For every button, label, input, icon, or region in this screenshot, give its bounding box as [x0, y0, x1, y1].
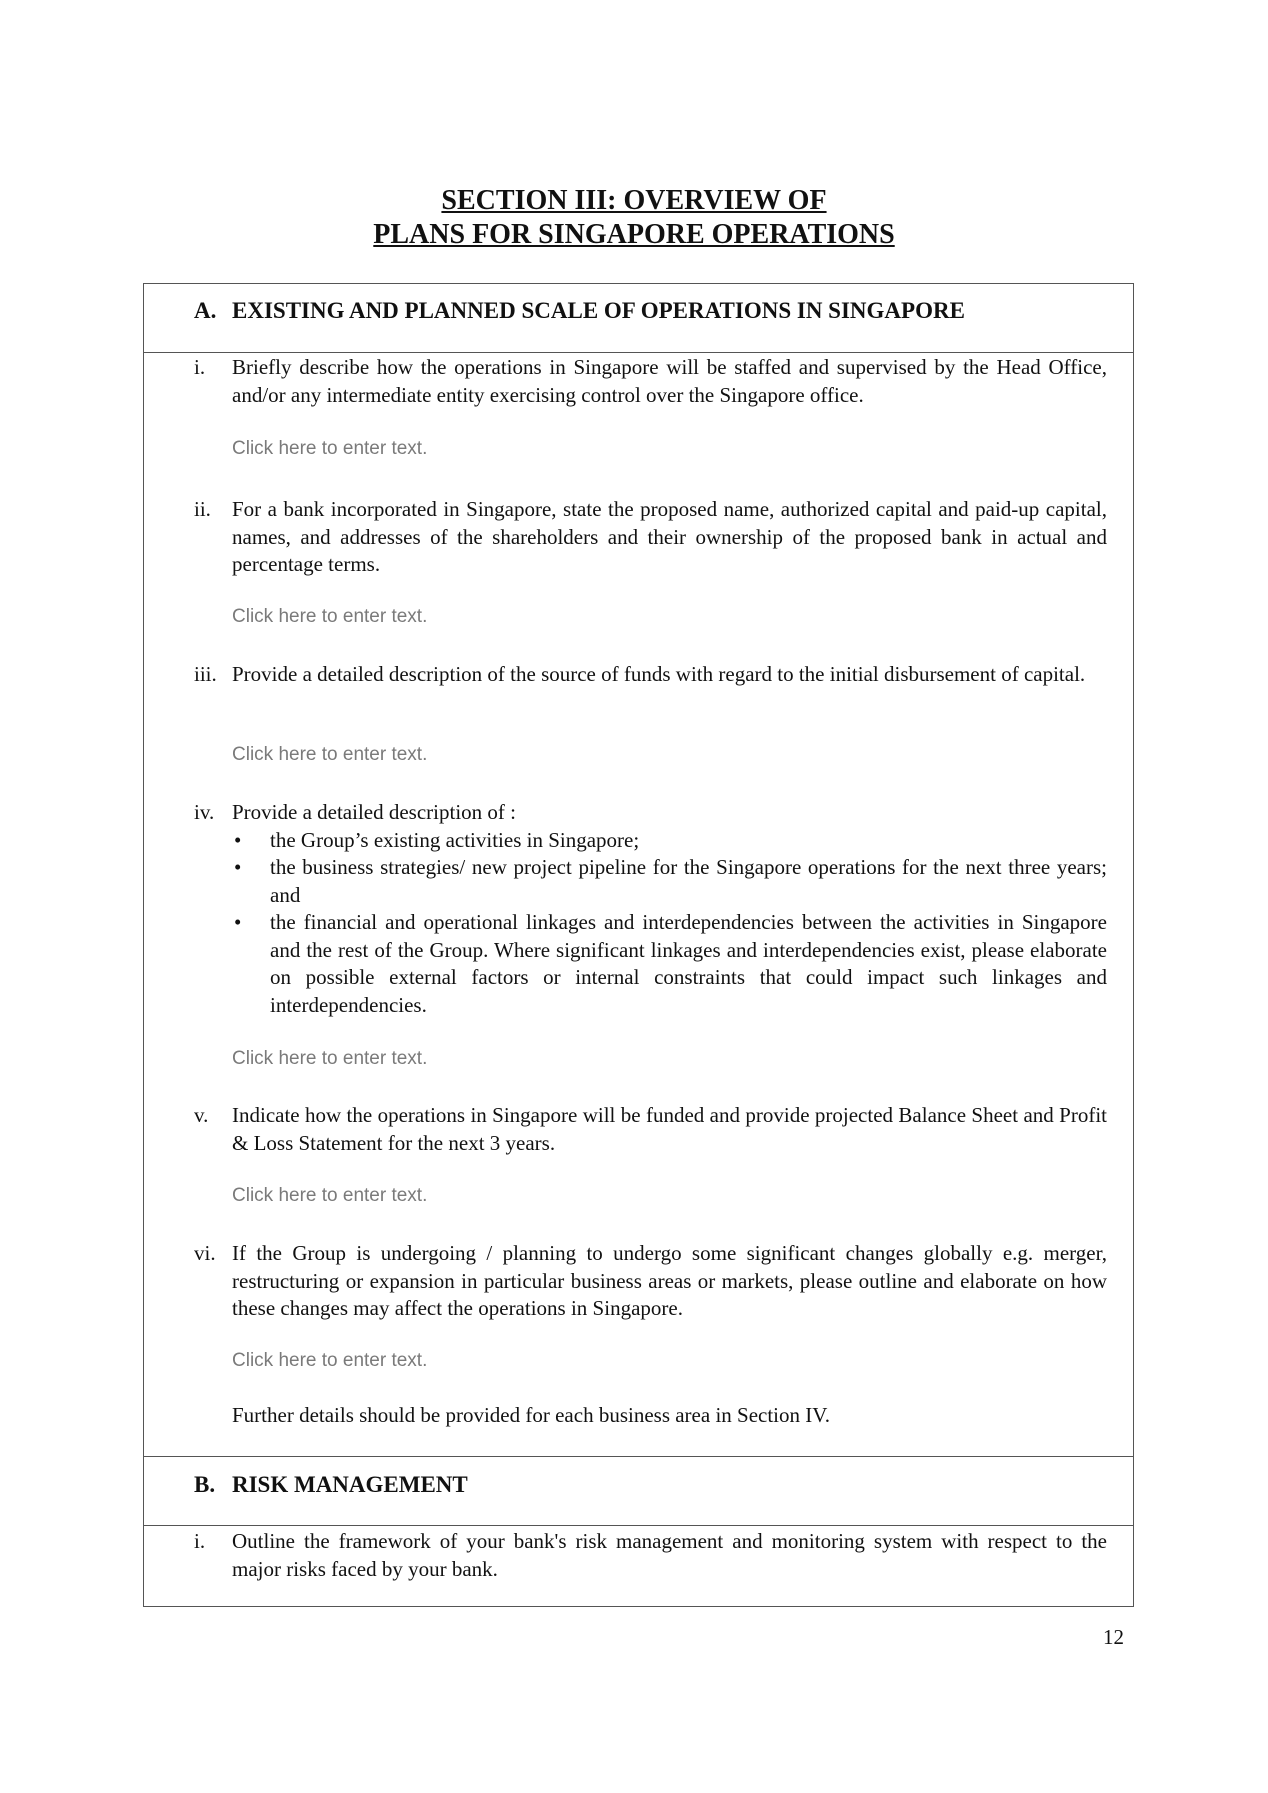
text-entry-a-vi[interactable]: Click here to enter text.	[232, 1350, 428, 1371]
item-number: v.	[194, 1103, 209, 1127]
item-number: i.	[194, 355, 206, 379]
item-a-iii	[194, 661, 1107, 689]
section-b-top-divider	[144, 1456, 1133, 1457]
item-text: Outline the framework of your bank's risk management and monitoring system with respect to the major risks faced by your bank.	[232, 1529, 1107, 1581]
bullet-text: the business strategies/ new project pipeline for the Singapore operations for the next three years; and	[270, 855, 1107, 907]
item-number: i.	[194, 1529, 206, 1553]
item-a-vi	[194, 1240, 1107, 1323]
item-b-i	[194, 1528, 1107, 1583]
bullet-item	[232, 909, 1107, 1019]
section-a-heading: EXISTING AND PLANNED SCALE OF OPERATIONS IN SINGAPORE	[232, 298, 965, 323]
text-entry-a-i[interactable]: Click here to enter text.	[232, 438, 428, 459]
item-a-iv-bullet-list	[232, 827, 1107, 1020]
bullet-icon: •	[234, 910, 242, 934]
item-number: iv.	[194, 800, 215, 824]
text-entry-a-v[interactable]: Click here to enter text.	[232, 1185, 428, 1206]
item-a-i	[194, 354, 1107, 409]
item-a-iv	[194, 799, 1107, 1019]
form-table	[143, 283, 1134, 1607]
section-title-line-2: PLANS FOR SINGAPORE OPERATIONS	[373, 219, 895, 250]
item-text: Indicate how the operations in Singapore will be funded and provide projected Balance Sheet and Profit & Loss Statement for the next 3 years.	[232, 1103, 1107, 1155]
bullet-text: the financial and operational linkages and interdependencies between the activities in Singapore and the rest of the Group. Where significant linkages and interdependencies exist, please elaborate on possible external factors or internal constraints that could impact such linkages and interdependencies.	[270, 910, 1107, 1017]
item-number: iii.	[194, 662, 217, 686]
bullet-item	[232, 854, 1107, 909]
section-b-letter: B.	[194, 1472, 216, 1497]
section-a-letter: A.	[194, 298, 217, 323]
item-a-ii	[194, 496, 1107, 579]
bullet-text: the Group’s existing activities in Singapore;	[270, 827, 640, 852]
item-text: Provide a detailed description of the source of funds with regard to the initial disbursement of capital.	[232, 662, 1086, 686]
bullet-icon: •	[234, 827, 242, 852]
item-text: Provide a detailed description of :	[232, 800, 517, 824]
section-a-divider	[144, 352, 1133, 353]
item-a-v	[194, 1102, 1107, 1157]
section-a-note: Further details should be provided for each business area in Section IV.	[232, 1403, 830, 1427]
section-b-heading: RISK MANAGEMENT	[232, 1472, 468, 1497]
page-number: 12	[1103, 1625, 1124, 1649]
item-number: ii.	[194, 497, 211, 521]
text-entry-a-ii[interactable]: Click here to enter text.	[232, 606, 428, 627]
section-b-divider	[144, 1525, 1133, 1526]
item-text: For a bank incorporated in Singapore, state the proposed name, authorized capital and paid-up capital, names, and addresses of the shareholders and their ownership of the proposed bank in actual and percentage terms.	[232, 497, 1107, 576]
text-entry-a-iii[interactable]: Click here to enter text.	[232, 744, 428, 765]
item-number: vi.	[194, 1241, 216, 1265]
item-text: Briefly describe how the operations in Singapore will be staffed and supervised by the Head Office, and/or any intermediate entity exercising control over the Singapore office.	[232, 355, 1107, 407]
text-entry-a-iv[interactable]: Click here to enter text.	[232, 1048, 428, 1069]
bullet-icon: •	[234, 855, 242, 879]
item-text: If the Group is undergoing / planning to undergo some significant changes globally e.g. merger, restructuring or expansion in particular business areas or markets, please outline and elaborate on how these changes may affect the operations in Singapore.	[232, 1241, 1107, 1320]
section-title-line-1: SECTION III: OVERVIEW OF	[441, 185, 827, 216]
bullet-item	[232, 827, 1107, 855]
